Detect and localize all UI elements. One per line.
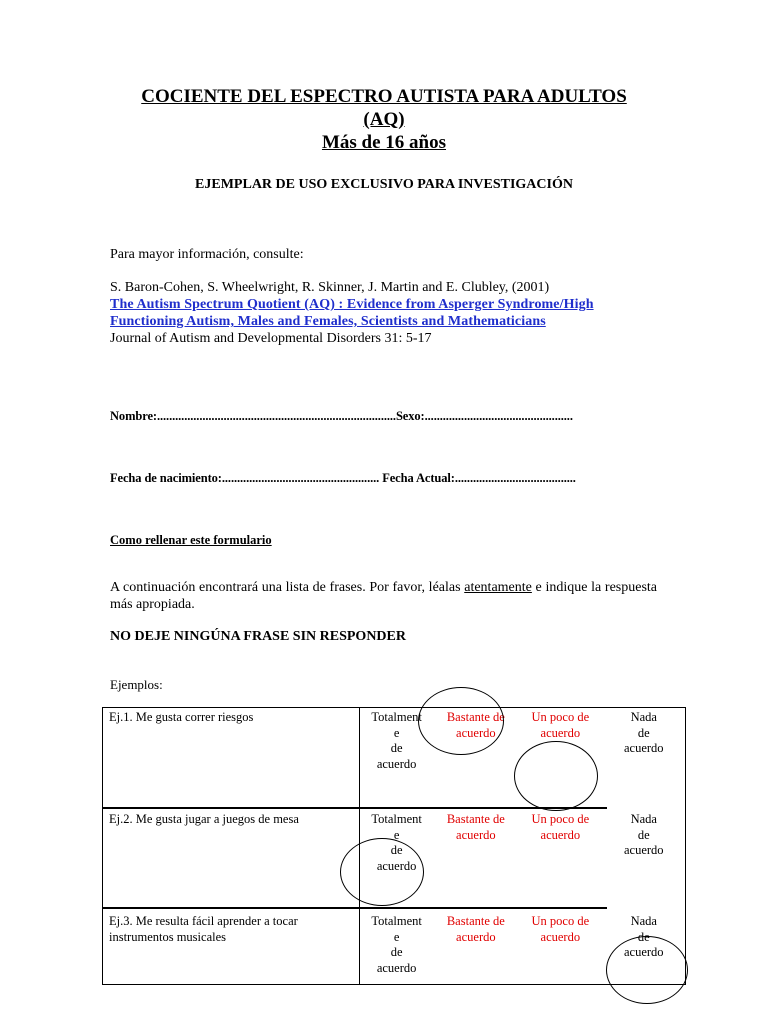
option-label: de [637, 827, 650, 842]
option-label: acuerdo [456, 929, 496, 944]
fecha-field[interactable]: Fecha de nacimiento:.................................................... Fecha Actual:........................................ [110, 471, 576, 485]
option-label: Un poco de [531, 914, 590, 928]
answer-circle-example-1b [514, 741, 598, 811]
option-un-poco-3[interactable] [518, 912, 602, 985]
option-label: Nada [630, 710, 657, 724]
option-nada-1[interactable] [603, 708, 686, 811]
option-label: acuerdo [624, 741, 664, 755]
nombre-sexo-field[interactable]: Nombre:...............................................................................Sexo:................................................. [110, 409, 573, 423]
option-label: Bastante de [446, 914, 505, 928]
example-question-2: Ej.2. Me gusta jugar a juegos de mesa [103, 810, 360, 912]
option-label: Bastante de [446, 710, 505, 724]
option-nada-2[interactable] [603, 810, 686, 912]
table-row [103, 912, 686, 985]
option-label: de [390, 945, 403, 959]
option-label: acuerdo [624, 945, 664, 959]
option-label: acuerdo [456, 827, 496, 842]
reference-journal: Journal of Autism and Developmental Disorders 31: 5-17 [110, 331, 432, 346]
option-bastante-3[interactable] [434, 912, 518, 985]
option-label: e [393, 725, 400, 740]
reference-authors: S. Baron-Cohen, S. Wheelwright, R. Skinner, J. Martin and E. Clubley, (2001) [110, 280, 550, 295]
option-label: Totalment [371, 914, 422, 928]
option-label: acuerdo [376, 858, 417, 873]
option-label: acuerdo [540, 827, 581, 842]
page-title-abbrev: (AQ) [363, 109, 405, 130]
option-label: acuerdo [376, 756, 417, 771]
row-divider [102, 907, 607, 909]
instructions-heading: Como rellenar este formulario [110, 533, 272, 547]
page-title-age: Más de 16 años [321, 132, 447, 153]
option-label: Un poco de [531, 710, 590, 724]
option-label: acuerdo [540, 725, 581, 740]
examples-label: Ejemplos: [110, 677, 163, 692]
option-label: de [637, 929, 650, 944]
instructions-text-emphasis: atentamente [464, 580, 532, 595]
example-question-3: Ej.3. Me resulta fácil aprender a tocar instrumentos musicales [103, 912, 360, 985]
option-label: Un poco de [531, 812, 590, 826]
option-label: acuerdo [540, 929, 581, 944]
row-divider [102, 807, 607, 809]
reference-intro: Para mayor información, consulte: [110, 247, 304, 262]
instructions-warning: NO DEJE NINGÚNA FRASE SIN RESPONDER [110, 629, 406, 644]
option-label: de [637, 725, 650, 740]
page-subtitle: EJEMPLAR DE USO EXCLUSIVO PARA INVESTIGACIÓN [195, 177, 573, 192]
answer-circle-example-1 [418, 687, 504, 755]
option-label: de [390, 843, 403, 857]
option-label: Nada [630, 914, 657, 928]
option-label: Nada [630, 812, 657, 826]
table-row [103, 708, 686, 811]
option-bastante-2[interactable] [434, 810, 518, 912]
instructions-text-before: A continuación encontrará una lista de frases. Por favor, léalas [110, 580, 465, 595]
option-label: de [390, 741, 403, 755]
option-label: e [393, 929, 400, 944]
option-un-poco-2[interactable] [518, 810, 602, 912]
reference-link-line2[interactable]: Functioning Autism, Males and Females, Scientists and Mathematicians [110, 314, 546, 329]
option-totalmente-3[interactable] [359, 912, 433, 985]
option-label: acuerdo [456, 725, 496, 740]
option-label: e [393, 827, 400, 842]
option-label: acuerdo [624, 843, 664, 857]
option-label: acuerdo [376, 960, 417, 975]
example-question-1: Ej.1. Me gusta correr riesgos [103, 708, 360, 811]
option-label: Totalment [371, 710, 422, 724]
answer-circle-example-3 [606, 936, 688, 1004]
option-label: Totalment [371, 812, 422, 826]
answer-circle-example-2 [340, 838, 424, 906]
reference-link-line1[interactable]: The Autism Spectrum Quotient (AQ) : Evidence from Asperger Syndrome/High [110, 297, 594, 312]
instructions-text-after: e indique la respuesta más apropiada. [110, 580, 657, 612]
page-title: COCIENTE DEL ESPECTRO AUTISTA PARA ADULTOS [141, 86, 627, 107]
instructions-text [110, 579, 657, 613]
option-label: Bastante de [446, 812, 505, 826]
